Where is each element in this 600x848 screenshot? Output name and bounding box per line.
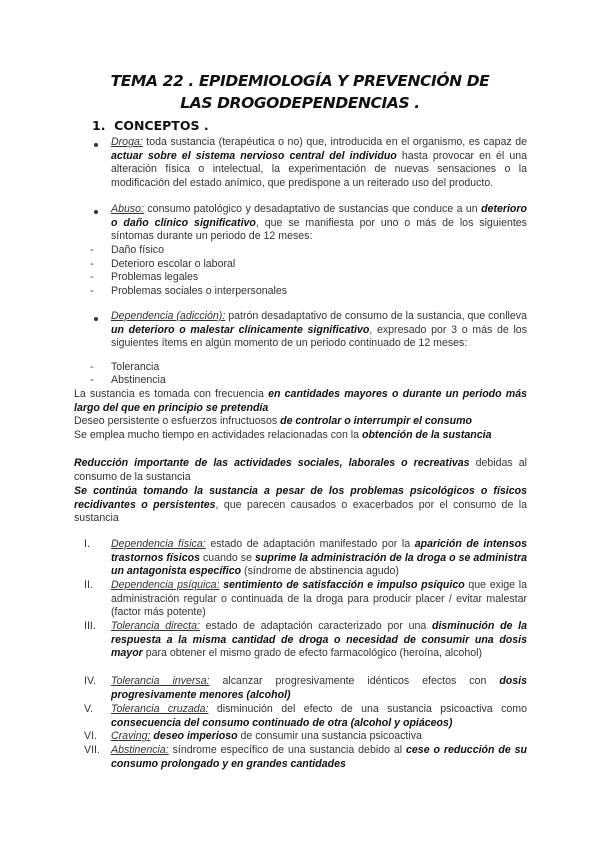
bullet-dot <box>94 210 98 214</box>
list-item: Problemas sociales o interpersonales <box>111 285 288 297</box>
text: Deseo persistente o esfuerzos infructuosos <box>74 415 281 427</box>
text: La sustancia es tomada con frecuencia <box>74 388 269 400</box>
text: (síndrome de abstinencia agudo) <box>241 565 399 578</box>
roman-numeral: V. <box>84 703 94 715</box>
dash-marker: - <box>90 258 94 270</box>
criterion <box>74 429 527 443</box>
criterion <box>74 415 527 429</box>
text: para obtener el mismo grado de efecto farmacológico (heroína, alcohol) <box>142 647 482 660</box>
term: Dependencia física: <box>111 538 206 550</box>
emphasis: cese o reducción de su consumo prolongado y en grandes cantidades <box>111 744 527 770</box>
title-line-1: TEMA 22 . EPIDEMIOLOGÍA Y PREVENCIÓN DE <box>110 72 490 90</box>
text: Se emplea mucho tiempo en actividades relacionadas con la <box>74 429 362 441</box>
list-item: Daño físico <box>111 244 164 256</box>
emphasis: aparición de intensos trastornos físicos <box>111 538 527 564</box>
dash-marker: - <box>90 285 94 297</box>
text: debidas al consumo de la sustancia <box>74 457 527 483</box>
text: que exige la administración regular o continuada de la droga para producir placer / evitar malestar (factor más potente) <box>111 579 528 619</box>
definition-droga <box>111 136 527 190</box>
roman-numeral: II. <box>84 579 93 591</box>
text: estado de adaptación manifestado por la <box>205 538 415 550</box>
bullet-dot <box>94 317 98 321</box>
definition-dependencia <box>111 310 527 351</box>
section-heading <box>92 118 209 133</box>
term: Tolerancia directa: <box>111 620 200 632</box>
roman-item <box>111 620 527 661</box>
roman-numeral: IV. <box>84 675 96 687</box>
emphasis: consecuencia del consumo continuado de otra (alcohol y opiáceos) <box>111 716 453 729</box>
text: , que parecen causados o exacerbados por el consumo de la sustancia <box>74 498 527 525</box>
text: patrón desadaptativo de consumo de la sustancia, que conlleva <box>225 310 527 322</box>
emphasis: actuar sobre el sistema nervioso central del individuo <box>111 149 397 162</box>
term: Tolerancia inversa: <box>111 675 210 687</box>
emphasis: Reducción importante de las actividades sociales, laborales o recreativas <box>74 457 470 469</box>
text: hasta provocar en él una alteración física o intelectual, la experimentación de nuevas sensaciones o la modificación del estado anímico, que predispone a un reiterado uso del producto. <box>111 149 527 189</box>
term: Tolerancia cruzada: <box>111 703 209 715</box>
emphasis: en cantidades mayores o durante un periodo más largo del que en principio se pretendía <box>74 388 527 414</box>
term: Craving: <box>111 730 151 742</box>
emphasis: Se continúa tomando la sustancia a pesar de los problemas psicológicos o físicos recidivantes o persistentes <box>74 485 527 511</box>
emphasis: deseo imperioso <box>153 730 238 742</box>
text: de consumir una sustancia psicoactiva <box>237 730 422 742</box>
emphasis: un deterioro o malestar clínicamente significativo <box>111 323 370 336</box>
roman-numeral: VII. <box>84 744 100 756</box>
definition-abuso <box>111 203 527 244</box>
emphasis: disminución de la respuesta a la misma cantidad de droga o necesidad de consumir una dosis mayor <box>111 620 527 660</box>
dash-marker: - <box>90 244 94 256</box>
list-item: Deterioro escolar o laboral <box>111 258 236 270</box>
emphasis: dosis progresivamente menores (alcohol) <box>111 675 527 701</box>
roman-item <box>111 744 527 771</box>
text: alcanzar progresivamente idénticos efectos con <box>209 675 500 687</box>
dash-marker: - <box>90 361 94 373</box>
text: toda sustancia (terapéutica o no) que, introducida en el organismo, es capaz de <box>142 136 527 148</box>
emphasis: de controlar o interrumpir el consumo <box>280 415 473 427</box>
text: , expresado por 3 o más de los siguientes ítems en algún momento de un periodo continuado de 12 meses: <box>111 323 527 350</box>
text: síndrome específico de una sustancia debido al <box>168 744 407 756</box>
roman-item <box>111 579 527 620</box>
text: cuando se <box>199 551 255 564</box>
term-abuso: Abuso: <box>111 203 144 215</box>
term: Dependencia psíquica: <box>111 579 220 591</box>
roman-item <box>111 675 527 702</box>
roman-item <box>111 538 527 579</box>
page-title <box>60 70 540 114</box>
term: Abstinencia: <box>111 744 169 756</box>
list-item: Problemas legales <box>111 271 199 283</box>
criterion <box>74 457 527 484</box>
criterion <box>74 388 527 415</box>
roman-numeral: III. <box>84 620 96 632</box>
roman-numeral: VI. <box>84 730 97 742</box>
section-title: CONCEPTOS . <box>114 118 209 133</box>
bullet-dot <box>94 143 98 147</box>
roman-numeral: I. <box>84 538 90 550</box>
roman-item <box>111 703 527 730</box>
dash-marker: - <box>90 271 94 283</box>
text: , que se manifiesta por uno o más de los siguientes síntomas durante un periodo de 12 meses: <box>111 216 527 243</box>
term-droga: Droga: <box>111 136 143 148</box>
dash-marker: - <box>90 374 94 386</box>
title-line-2: LAS DROGODEPENDENCIAS . <box>180 94 420 112</box>
text: consumo patológico y desadaptativo de sustancias que conduce a un <box>143 203 482 215</box>
text: disminución del efecto de una sustancia psicoactiva como <box>208 703 527 715</box>
emphasis: deterioro o daño clínico significativo <box>111 203 527 229</box>
term-dependencia: Dependencia (adicción): <box>111 310 226 322</box>
roman-item <box>111 730 527 744</box>
list-item: Abstinencia <box>111 374 166 386</box>
text: estado de adaptación caracterizado por una <box>199 620 432 632</box>
emphasis: suprime la administración de la droga o se administra un antagonista específico <box>111 551 528 578</box>
criterion <box>74 485 527 526</box>
list-item: Tolerancia <box>111 361 160 373</box>
section-number: 1. <box>92 118 106 133</box>
emphasis: sentimiento de satisfacción e impulso psíquico <box>223 579 465 591</box>
emphasis: obtención de la sustancia <box>361 429 492 441</box>
